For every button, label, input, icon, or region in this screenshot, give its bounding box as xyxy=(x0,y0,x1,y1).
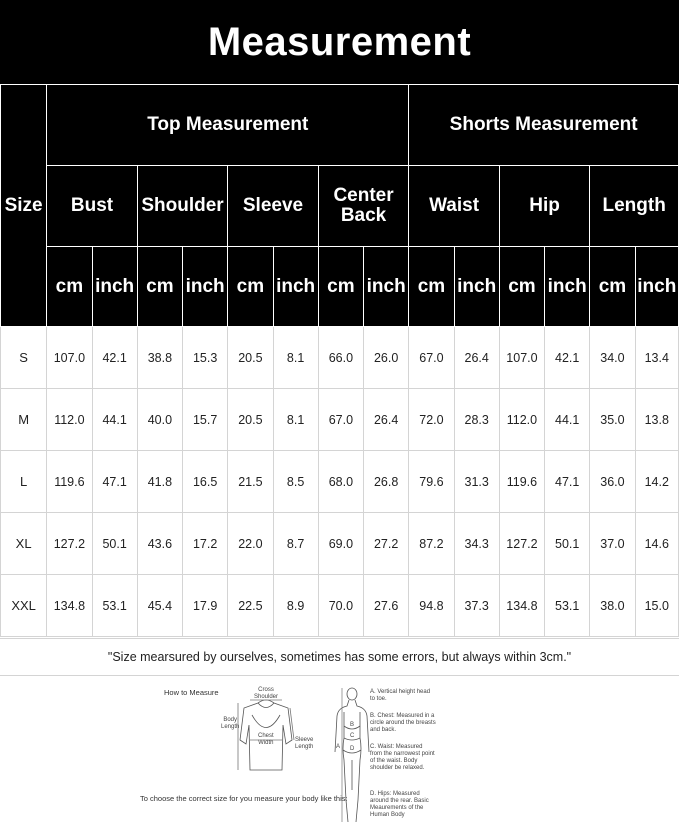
unit-header: inch xyxy=(183,247,228,327)
value-cell: 68.0 xyxy=(318,451,363,513)
value-cell: 50.1 xyxy=(92,513,137,575)
legend-a: A. Vertical height head to toe. xyxy=(370,689,431,702)
value-cell: 21.5 xyxy=(228,451,273,513)
value-cell: 47.1 xyxy=(92,451,137,513)
shirt-illustration xyxy=(238,700,294,770)
header-shoulder: Shoulder xyxy=(137,166,228,247)
value-cell: 53.1 xyxy=(92,575,137,637)
unit-header: inch xyxy=(364,247,409,327)
unit-header: cm xyxy=(228,247,273,327)
value-cell: 70.0 xyxy=(318,575,363,637)
value-cell: 107.0 xyxy=(499,327,544,389)
value-cell: 119.6 xyxy=(499,451,544,513)
unit-header: inch xyxy=(92,247,137,327)
value-cell: 50.1 xyxy=(545,513,590,575)
value-cell: 8.5 xyxy=(273,451,318,513)
value-cell: 14.2 xyxy=(635,451,678,513)
value-cell: 37.3 xyxy=(454,575,499,637)
value-cell: 40.0 xyxy=(137,389,182,451)
unit-header: cm xyxy=(318,247,363,327)
sleeve-length-label: Sleeve Length xyxy=(295,737,314,750)
chest-width-label: Chest Width xyxy=(258,733,274,746)
value-cell: 38.8 xyxy=(137,327,182,389)
body-length-label: Body Length xyxy=(221,717,240,730)
unit-header: inch xyxy=(545,247,590,327)
value-cell: 87.2 xyxy=(409,513,454,575)
value-cell: 42.1 xyxy=(92,327,137,389)
value-cell: 127.2 xyxy=(47,513,92,575)
value-cell: 15.3 xyxy=(183,327,228,389)
value-cell: 134.8 xyxy=(499,575,544,637)
value-cell: 22.0 xyxy=(228,513,273,575)
table-row xyxy=(1,451,679,513)
value-cell: 42.1 xyxy=(545,327,590,389)
header-waist: Waist xyxy=(409,166,500,247)
how-to-measure-diagram xyxy=(0,676,679,833)
value-cell: 38.0 xyxy=(590,575,635,637)
value-cell: 20.5 xyxy=(228,327,273,389)
size-cell: XXL xyxy=(1,575,47,637)
value-cell: 45.4 xyxy=(137,575,182,637)
value-cell: 31.3 xyxy=(454,451,499,513)
choose-size-instruction: To choose the correct size for you measure your body like this: xyxy=(140,794,348,803)
value-cell: 134.8 xyxy=(47,575,92,637)
value-cell: 107.0 xyxy=(47,327,92,389)
value-cell: 13.4 xyxy=(635,327,678,389)
legend-c: C. Waist: Measured from the narrowest point of the waist. Body shoulder be relaxed. xyxy=(370,744,435,771)
value-cell: 22.5 xyxy=(228,575,273,637)
value-cell: 127.2 xyxy=(499,513,544,575)
header-center-back-line2: Back xyxy=(340,205,387,226)
header-top-measurement: Top Measurement xyxy=(47,85,409,166)
value-cell: 14.6 xyxy=(635,513,678,575)
cross-shoulder-label: Cross Shoulder xyxy=(254,687,279,700)
value-cell: 34.3 xyxy=(454,513,499,575)
value-cell: 67.0 xyxy=(318,389,363,451)
table-row xyxy=(1,389,679,451)
value-cell: 35.0 xyxy=(590,389,635,451)
value-cell: 8.7 xyxy=(273,513,318,575)
value-cell: 41.8 xyxy=(137,451,182,513)
value-cell: 44.1 xyxy=(545,389,590,451)
value-cell: 26.0 xyxy=(364,327,409,389)
measurement-table xyxy=(0,84,679,637)
value-cell: 112.0 xyxy=(499,389,544,451)
header-hip: Hip xyxy=(499,166,590,247)
value-cell: 26.8 xyxy=(364,451,409,513)
unit-header: inch xyxy=(635,247,678,327)
unit-header: cm xyxy=(137,247,182,327)
value-cell: 47.1 xyxy=(545,451,590,513)
header-center-back-line1: Center xyxy=(333,185,394,206)
value-cell: 94.8 xyxy=(409,575,454,637)
value-cell: 34.0 xyxy=(590,327,635,389)
value-cell: 17.2 xyxy=(183,513,228,575)
value-cell: 8.1 xyxy=(273,389,318,451)
value-cell: 15.0 xyxy=(635,575,678,637)
size-cell: M xyxy=(1,389,47,451)
size-cell: XL xyxy=(1,513,47,575)
value-cell: 8.1 xyxy=(273,327,318,389)
unit-header: cm xyxy=(47,247,92,327)
body-figure-illustration xyxy=(335,688,369,822)
letter-a: A xyxy=(336,744,341,750)
unit-header: inch xyxy=(273,247,318,327)
letter-d: D xyxy=(350,746,355,752)
header-bust: Bust xyxy=(47,166,138,247)
value-cell: 17.9 xyxy=(183,575,228,637)
value-cell: 26.4 xyxy=(364,389,409,451)
table-row xyxy=(1,575,679,637)
value-cell: 43.6 xyxy=(137,513,182,575)
value-cell: 119.6 xyxy=(47,451,92,513)
body-figure-letters xyxy=(336,722,355,752)
header-sleeve: Sleeve xyxy=(228,166,319,247)
value-cell: 27.6 xyxy=(364,575,409,637)
size-cell: S xyxy=(1,327,47,389)
legend-b: B. Chest: Measured in a circle around the breasts and back. xyxy=(370,713,436,733)
accuracy-note: "Size mearsured by ourselves, sometimes has some errors, but always within 3cm." xyxy=(0,638,679,676)
value-cell: 8.9 xyxy=(273,575,318,637)
unit-header: cm xyxy=(409,247,454,327)
size-cell: L xyxy=(1,451,47,513)
unit-header: cm xyxy=(499,247,544,327)
value-cell: 53.1 xyxy=(545,575,590,637)
letter-c: C xyxy=(350,733,355,739)
chart-title: Measurement xyxy=(0,0,679,84)
value-cell: 66.0 xyxy=(318,327,363,389)
header-center-back xyxy=(318,166,409,247)
value-cell: 26.4 xyxy=(454,327,499,389)
value-cell: 37.0 xyxy=(590,513,635,575)
letter-b: B xyxy=(350,722,355,728)
header-shorts-measurement: Shorts Measurement xyxy=(409,85,679,166)
value-cell: 79.6 xyxy=(409,451,454,513)
header-size: Size xyxy=(1,85,47,327)
value-cell: 44.1 xyxy=(92,389,137,451)
value-cell: 28.3 xyxy=(454,389,499,451)
value-cell: 36.0 xyxy=(590,451,635,513)
table-row xyxy=(1,327,679,389)
value-cell: 16.5 xyxy=(183,451,228,513)
value-cell: 20.5 xyxy=(228,389,273,451)
header-length: Length xyxy=(590,166,679,247)
unit-header: cm xyxy=(590,247,635,327)
value-cell: 13.8 xyxy=(635,389,678,451)
unit-header: inch xyxy=(454,247,499,327)
value-cell: 67.0 xyxy=(409,327,454,389)
value-cell: 112.0 xyxy=(47,389,92,451)
value-cell: 69.0 xyxy=(318,513,363,575)
value-cell: 27.2 xyxy=(364,513,409,575)
value-cell: 72.0 xyxy=(409,389,454,451)
how-to-measure-title: How to Measure xyxy=(164,688,219,697)
table-row xyxy=(1,513,679,575)
legend-d: D. Hips: Measured around the rear. Basic Meaurements of the Human Body xyxy=(370,791,429,818)
value-cell: 15.7 xyxy=(183,389,228,451)
